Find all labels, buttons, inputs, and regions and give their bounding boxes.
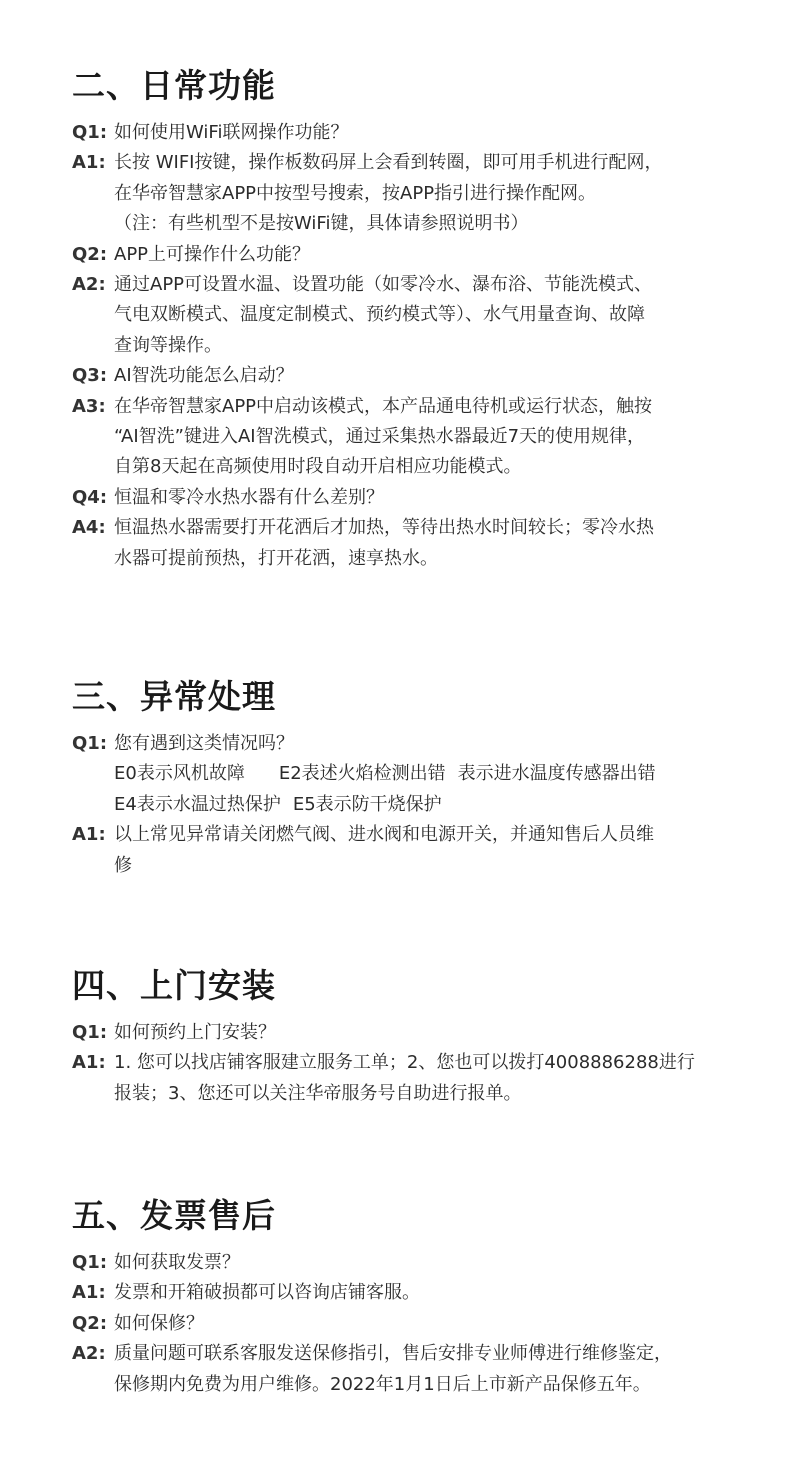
qa-line: AI智洗功能怎么启动？ (114, 365, 294, 387)
answer-row (72, 1339, 762, 1400)
section-installation (72, 966, 762, 1109)
qa-label: Q3: (72, 365, 108, 387)
qa-text (114, 820, 762, 881)
qa-text (114, 1018, 762, 1048)
qa-line: 长按 WIFI按键，操作板数码屏上会看到转圈，即可用手机进行配网， (114, 152, 663, 174)
qa-line: 保修期内免费为用户维修。2022年1月1日后上市新产品保修五年。 (114, 1373, 651, 1395)
answer-row (72, 392, 762, 483)
qa-line: 如何预约上门安装？ (114, 1022, 276, 1043)
error-code-e0: E0表示风机故障 (114, 763, 245, 785)
qa-text (114, 483, 762, 513)
section-title: 二、日常功能 (72, 66, 276, 105)
qa-line: 发票和开箱破损都可以咨询店铺客服。 (114, 1282, 420, 1304)
qa-text (114, 1048, 762, 1109)
qa-line: 气电双断模式、温度定制模式、预约模式等）、水气用量查询、故障 (114, 304, 645, 326)
qa-line: 水器可提前预热，打开花洒，速享热水。 (114, 547, 438, 569)
qa-line: “AI智洗”键进入AI智洗模式，通过采集热水器最近7天的使用规律， (114, 426, 646, 448)
qa-text (114, 1248, 762, 1278)
qa-text (114, 361, 762, 391)
question-row (72, 483, 762, 513)
answer-row (72, 1048, 762, 1109)
section-title: 四、上门安装 (72, 966, 276, 1005)
qa-line: 以上常见异常请关闭燃气阀、进水阀和电源开关，并通知售后人员维 (114, 824, 654, 846)
qa-text (114, 513, 762, 574)
qa-text (114, 729, 762, 759)
question-row (72, 118, 762, 148)
question-row (72, 361, 762, 391)
qa-label: Q2: (72, 243, 108, 265)
qa-line: 通过APP可设置水温、设置功能（如零冷水、瀑布浴、节能洗模式、 (114, 274, 653, 296)
qa-label: A1: (72, 1052, 106, 1074)
qa-label: Q1: (72, 733, 108, 754)
question-row (72, 729, 762, 759)
qa-line: 在华帝智慧家APP中按型号搜索，按APP指引进行操作配网。 (114, 182, 597, 204)
qa-line: 如何获取发票？ (114, 1252, 240, 1273)
section-daily-functions (72, 66, 762, 574)
qa-label: A3: (72, 395, 106, 417)
qa-label: Q4: (72, 486, 108, 508)
qa-line: 修 (114, 854, 132, 876)
section-exception-handling (72, 677, 762, 881)
question-row (72, 240, 762, 270)
qa-label: A1: (72, 1282, 106, 1304)
qa-text (114, 1339, 762, 1400)
qa-text (114, 118, 762, 148)
question-row (72, 1309, 762, 1339)
qa-text (114, 1309, 762, 1339)
qa-label: A1: (72, 824, 106, 846)
qa-label: A4: (72, 517, 106, 539)
question-row (72, 1248, 762, 1278)
error-code-row (114, 790, 762, 820)
qa-line: 恒温热水器需要打开花洒后才加热，等待出热水时间较长；零冷水热 (114, 517, 654, 539)
qa-label: Q1: (72, 1252, 108, 1273)
qa-line: 在华帝智慧家APP中启动该模式，本产品通电待机或运行状态，触按 (114, 395, 653, 417)
qa-text (114, 270, 762, 361)
error-code-e5: E5表示防干烧保护 (292, 793, 442, 815)
answer-row (72, 1278, 762, 1308)
qa-text (114, 759, 762, 820)
qa-line: 恒温和零冷水热水器有什么差别？ (114, 486, 384, 508)
qa-line: 查询等操作。 (114, 334, 222, 356)
qa-label: Q2: (72, 1312, 108, 1334)
qa-label: A2: (72, 1343, 106, 1365)
qa-text (114, 392, 762, 483)
qa-line: 质量问题可联系客服发送保修指引，售后安排专业师傅进行维修鉴定， (114, 1343, 672, 1365)
qa-line: 如何使用WiFi联网操作功能？ (114, 122, 349, 143)
qa-line: 如何保修？ (114, 1312, 204, 1334)
qa-label: A2: (72, 274, 106, 296)
section-title: 三、异常处理 (72, 677, 276, 716)
qa-line: 报装；3、您还可以关注华帝服务号自助进行报单。 (114, 1082, 522, 1104)
answer-row (72, 148, 762, 239)
qa-label: Q1: (72, 122, 108, 143)
answer-row (72, 820, 762, 881)
qa-label: A1: (72, 152, 106, 174)
qa-label: Q1: (72, 1022, 108, 1043)
answer-row (72, 270, 762, 361)
error-code-inlet-sensor: 表示进水温度传感器出错 (457, 763, 656, 785)
question-row (72, 1018, 762, 1048)
error-code-e2: E2表述火焰检测出错 (278, 763, 446, 785)
qa-label (72, 759, 114, 820)
qa-text (114, 1278, 762, 1308)
section-title: 五、发票售后 (72, 1196, 276, 1235)
qa-line: 您有遇到这类情况吗？ (114, 733, 294, 754)
error-code-list (72, 759, 762, 820)
error-code-e4: E4表示水温过热保护 (114, 793, 281, 815)
error-code-row (114, 759, 762, 789)
qa-line: 自第8天起在高频使用时段自动开启相应功能模式。 (114, 456, 522, 478)
qa-line: 1. 您可以找店铺客服建立服务工单；2、您也可以拨打4008886288进行 (114, 1052, 695, 1074)
qa-line: （注：有些机型不是按WiFi键，具体请参照说明书） (114, 213, 529, 235)
answer-row (72, 513, 762, 574)
qa-text (114, 240, 762, 270)
qa-text (114, 148, 762, 239)
qa-line: APP上可操作什么功能？ (114, 243, 311, 265)
section-invoice-aftersales (72, 1196, 762, 1400)
